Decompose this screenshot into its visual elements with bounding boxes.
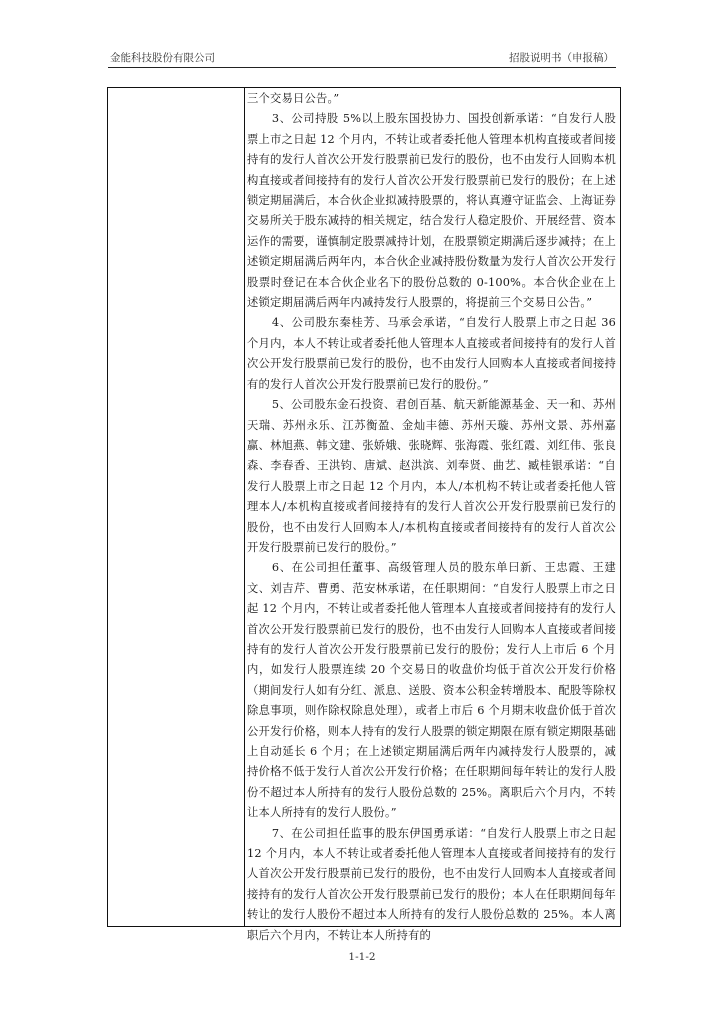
page-number: 1-1-2 [348,951,376,963]
paragraph: 三个交易日公告。” [247,92,340,105]
paragraph: 5、公司股东金石投资、君创百基、航天新能源基金、天一和、苏州天瑞、苏州永乐、江苏衡盈、金灿丰德、苏州天璇、苏州文景、苏州嘉赢、林旭燕、韩文建、张娇娥、张晓辉、张海霞、张红霞、刘红伟、张良森、李春香、王洪钧、唐斌、赵洪滨、刘奉贤、曲艺、臧桂银承诺：“自发行人股票上市之日起 12 个月内，本人/本机构不转让或者委托他人管理本人/本机构直接或者间接持有的发行人首次公开发行股票前已发行的股份，也不由发行人回购本人/本机构直接或者间接持有的发行人首次公开发行股票前已发行的股份。” [247,398,616,554]
paragraph: 3、公司持股 5%以上股东国投协力、国投创新承诺：“自发行人股票上市之日起 12 个月内，不转让或者委托他人管理本机构直接或者间接持有的发行人首次公开发行股票前已发行的股份，也不由发行人回购本机构直接或者间接持有的发行人首次公开发行股票前已发行的股份；在上述锁定期届满后，本合伙企业拟减持股票的，将认真遵守证监会、上海证券交易所关于股东减持的相关规定，结合发行人稳定股价、开展经营、资本运作的需要，谨慎制定股票减持计划，在股票锁定期满后逐步减持；在上述锁定期届满后两年内，本合伙企业减持股份数量为发行人首次公开发行股票时登记在本合伙企业名下的股份总数的 0-100%。本合伙企业在上述锁定期届满后两年内减持发行人股票的，将提前三个交易日公告。” [247,112,616,310]
paragraph: 7、在公司担任监事的股东伊国勇承诺：“自发行人股票上市之日起 12 个月内，本人不转让或者委托他人管理本人直接或者间接持有的发行人首次公开发行股票前已发行的股份，也不由发行人回购本人直接或者间接持有的发行人首次公开发行股票前已发行的股份；本人在任职期间每年转让的发行人股份不超过本人所持有的发行人股份总数的 25%。本人离职后六个月内，不转让本人所持有的 [247,826,616,942]
company-name: 金能科技股份有限公司 [110,52,215,64]
commitment-table [107,87,621,942]
page-header [108,50,616,66]
table-content-cell [247,89,616,946]
paragraph: 4、公司股东秦桂芳、马承会承诺，“自发行人股票上市之日起 36 个月内，本人不转让或者委托他人管理本人直接或者间接持有的发行人首次公开发行股票前已发行的股份，也不由发行人回购本人直接或者间接持有的发行人首次公开发行股票前已发行的股份。” [247,316,616,391]
paragraph: 6、在公司担任董事、高级管理人员的股东单曰新、王忠霞、王建文、刘吉芹、曹勇、范安林承诺，在任职期间：“自发行人股票上市之日起 12 个月内，不转让或者委托他人管理本人直接或者间接持有的发行人首次公开发行股票前已发行的股份，也不由发行人回购本人直接或者间接持有的发行人首次公开发行股票前已发行的股份；发行人上市后 6 个月内，如发行人股票连续 20 个交易日的收盘价均低于首次公开发行价格（期间发行人如有分红、派息、送股、资本公积金转增股本、配股等除权除息事项，则作除权除息处理），或者上市后 6 个月期末收盘价低于首次公开发行价格，则本人持有的发行人股票的锁定期限在原有锁定期限基础上自动延长 6 个月；在上述锁定期届满后两年内减持发行人股票的，减持价格不低于发行人首次公开发行价格；在任职期间每年转让的发行人股份不超过本人所持有的发行人股份总数的 25%。离职后六个月内，不转让本人所持有的发行人股份。” [247,561,616,820]
header-divider [108,67,616,68]
document-title: 招股说明书（申报稿） [509,52,614,64]
table-column-divider [244,88,245,926]
